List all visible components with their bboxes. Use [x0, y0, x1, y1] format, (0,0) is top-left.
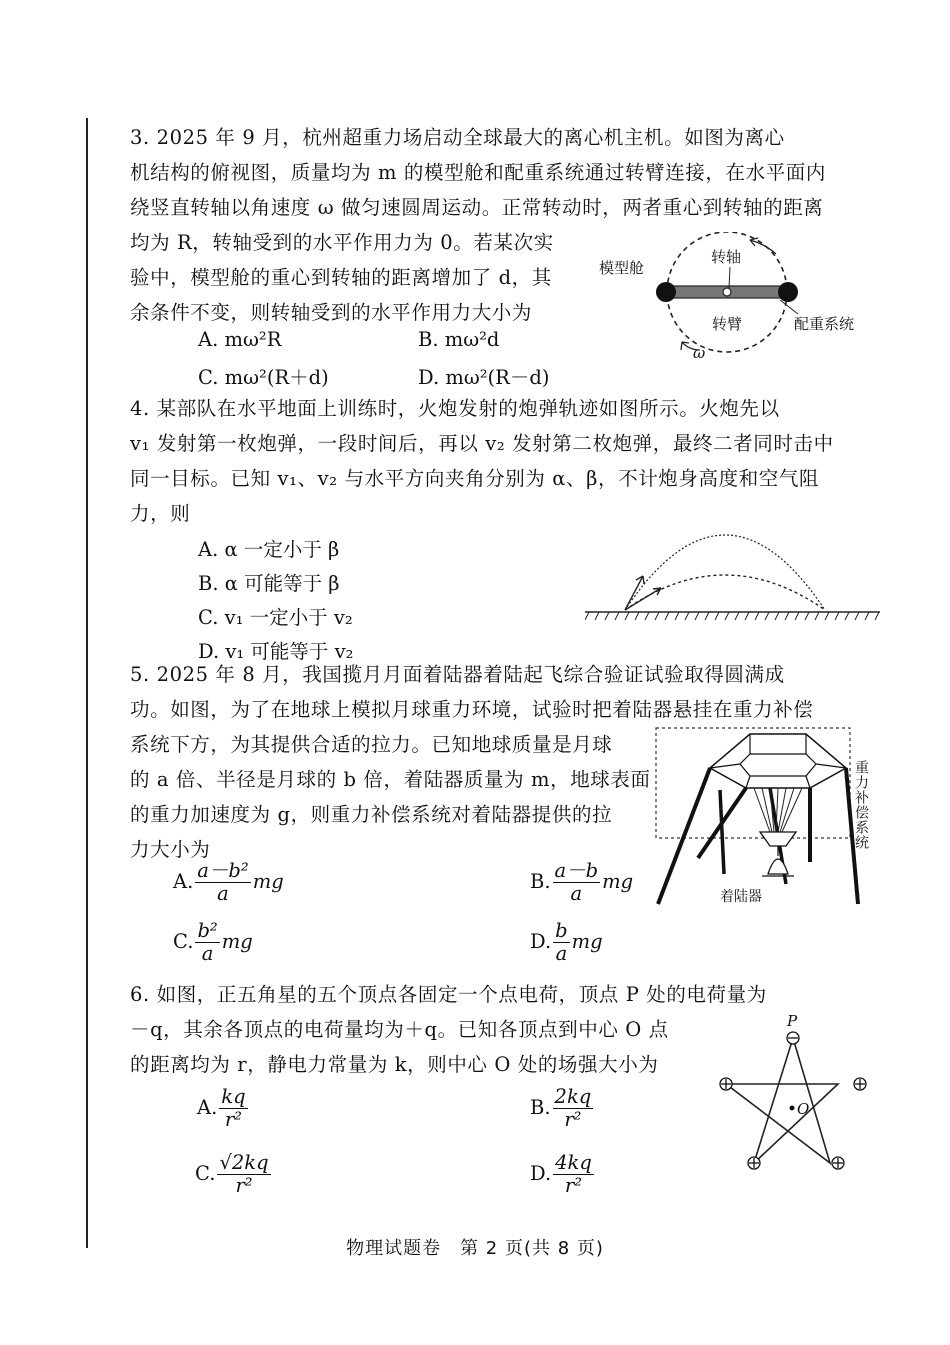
- q5-option-c[interactable]: [173, 920, 253, 965]
- trajectory-figure: [585, 520, 885, 630]
- high-trajectory: [625, 535, 825, 610]
- q6-b-letter: B.: [530, 1096, 551, 1119]
- q3-line-4: 均为 R，转轴受到的水平作用力为 0。若某次实: [130, 231, 554, 254]
- q3-line-3: 绕竖直转轴以角速度 ω 做匀速圆周运动。正常转动时，两者重心到转轴的距离: [130, 196, 824, 219]
- q5-line-4: 的 a 倍、半径是月球的 b 倍，着陆器质量为 m，地球表面: [130, 768, 651, 791]
- q6-b-den: r²: [564, 1108, 582, 1131]
- q4-line-3: 同一目标。已知 v₁、v₂ 与水平方向夹角分别为 α、β，不计炮身高度和空气阻: [130, 467, 820, 490]
- charge-p-minus: [787, 1032, 799, 1044]
- q5-b-letter: B.: [530, 870, 551, 893]
- label-arm: 转臂: [712, 315, 743, 333]
- q5-a-tail: mg: [252, 870, 284, 893]
- q5-d-letter: D.: [530, 930, 552, 953]
- q3-option-b[interactable]: B. mω²d: [418, 328, 500, 351]
- axis-point: [723, 288, 731, 296]
- support-leg-1: [658, 768, 710, 904]
- rotation-arrow-top: [750, 240, 776, 254]
- q5-d-tail: mg: [571, 930, 603, 953]
- low-trajectory: [625, 575, 825, 610]
- q5-option-d[interactable]: [530, 920, 603, 965]
- q6-line-3: 的距离均为 r，静电力常量为 k，则中心 O 处的场强大小为: [130, 1053, 659, 1076]
- q6-d-den: r²: [564, 1174, 583, 1197]
- q5-c-num: b²: [197, 919, 218, 942]
- ground-hatching: [585, 612, 879, 620]
- q5-line-1: 5. 2025 年 8 月，我国揽月月面着陆器着陆起飞综合验证试验取得圆满成: [130, 663, 785, 686]
- q5-b-fraction: [553, 860, 601, 905]
- q4-line-4: 力，则: [130, 502, 191, 525]
- q6-option-b[interactable]: [530, 1086, 595, 1131]
- q6-c-num: √2kq: [219, 1151, 269, 1174]
- q6-c-den: r²: [235, 1174, 253, 1197]
- q5-a-num: a－b²: [197, 859, 249, 882]
- q3-option-c[interactable]: C. mω²(R＋d): [198, 366, 329, 389]
- label-p: P: [787, 1012, 798, 1030]
- label-lander: 着陆器: [720, 889, 762, 905]
- q5-c-fraction: [195, 920, 219, 965]
- q5-d-num: b: [555, 919, 568, 942]
- charge-plus-bottom-right: [832, 1157, 844, 1169]
- q6-b-num: 2kq: [554, 1085, 592, 1108]
- q5-a-letter: A.: [173, 870, 194, 893]
- gravity-compensation-figure: [650, 724, 880, 914]
- q6-c-letter: C.: [195, 1162, 216, 1185]
- label-counterweight: 配重系统: [794, 315, 855, 333]
- q4-line-2: v₁ 发射第一枚炮弹，一段时间后，再以 v₂ 发射第二枚炮弹，最终二者同时击中: [130, 432, 834, 455]
- q6-a-fraction: [219, 1086, 247, 1131]
- q3-option-d[interactable]: D. mω²(R－d): [418, 366, 550, 389]
- pentagram-figure: [712, 1010, 882, 1180]
- q6-d-fraction: [553, 1152, 594, 1197]
- q5-option-a[interactable]: [173, 860, 284, 905]
- charge-plus-bottom-left: [748, 1157, 760, 1169]
- q6-c-fraction: [217, 1152, 270, 1197]
- module-capsule: [656, 282, 676, 302]
- q3-line-5: 验中，模型舱的重心到转轴的距离增加了 d，其: [130, 266, 552, 289]
- q5-c-den: a: [201, 942, 214, 965]
- charge-plus-left: [720, 1078, 732, 1090]
- q6-d-num: 4kq: [555, 1151, 592, 1174]
- counterweight: [778, 282, 798, 302]
- support-leg-5: [720, 790, 724, 874]
- q5-line-3: 系统下方，为其提供合适的拉力。已知地球质量是月球: [130, 733, 613, 756]
- q5-option-b[interactable]: [530, 860, 633, 905]
- q4-option-c[interactable]: C. v₁ 一定小于 v₂: [198, 606, 353, 629]
- q4-option-a[interactable]: A. α 一定小于 β: [198, 538, 340, 561]
- label-module: 模型舱: [599, 259, 645, 277]
- charge-plus-right: [854, 1078, 866, 1090]
- q6-a-den: r²: [224, 1108, 242, 1131]
- label-axis: 转轴: [711, 248, 742, 266]
- label-gravity-system: 重力补偿系统: [853, 760, 869, 850]
- q4-option-b[interactable]: B. α 可能等于 β: [198, 572, 340, 595]
- q6-option-c[interactable]: [195, 1152, 273, 1197]
- page-footer: 物理试题卷 第 2 页(共 8 页): [346, 1238, 604, 1259]
- q6-option-a[interactable]: [197, 1086, 250, 1131]
- q5-line-2: 功。如图，为了在地球上模拟月球重力环境，试验时把着陆器悬挂在重力补偿: [130, 698, 814, 721]
- label-omega: ω: [693, 344, 706, 362]
- q5-line-6: 力大小为: [130, 838, 211, 861]
- q5-b-tail: mg: [602, 870, 634, 893]
- center-point: [790, 1106, 795, 1111]
- q3-line-1: 3. 2025 年 9 月，杭州超重力场启动全球最大的离心机主机。如图为离心: [130, 126, 785, 149]
- q5-c-tail: mg: [221, 930, 253, 953]
- q6-d-letter: D.: [530, 1162, 552, 1185]
- q6-line-1: 6. 如图，正五角星的五个顶点各固定一个点电荷，顶点 P 处的电荷量为: [130, 983, 767, 1006]
- q6-b-fraction: [553, 1086, 594, 1131]
- q4-line-1: 4. 某部队在水平地面上训练时，火炮发射的炮弹轨迹如图所示。火炮先以: [130, 397, 780, 420]
- q5-d-fraction: [553, 920, 569, 965]
- q5-a-den: a: [217, 882, 229, 905]
- q6-a-num: kq: [221, 1085, 246, 1108]
- q6-line-2: －q，其余各顶点的电荷量均为＋q。已知各顶点到中心 O 点: [130, 1018, 669, 1041]
- q3-option-a[interactable]: A. mω²R: [198, 328, 282, 351]
- q6-a-letter: A.: [197, 1096, 218, 1119]
- q3-line-6: 余条件不变，则转轴受到的水平作用力大小为: [130, 301, 533, 324]
- q5-d-den: a: [555, 942, 568, 965]
- q5-b-num: a－b: [554, 859, 599, 882]
- q3-line-2: 机结构的俯视图，质量均为 m 的模型舱和配重系统通过转臂连接，在水平面内: [130, 161, 826, 184]
- q5-line-5: 的重力加速度为 g，则重力补偿系统对着陆器提供的拉: [130, 803, 613, 826]
- lander-body: [768, 859, 788, 874]
- q6-option-d[interactable]: [530, 1152, 596, 1197]
- q5-c-letter: C.: [173, 930, 194, 953]
- binding-margin-line: [86, 118, 88, 1248]
- q5-a-fraction: [195, 860, 250, 905]
- q4-option-d[interactable]: D. v₁ 可能等于 v₂: [198, 640, 354, 663]
- q5-b-den: a: [570, 882, 583, 905]
- top-frame: [710, 734, 846, 788]
- star-outline: [726, 1038, 838, 1163]
- label-o: O: [797, 1100, 810, 1118]
